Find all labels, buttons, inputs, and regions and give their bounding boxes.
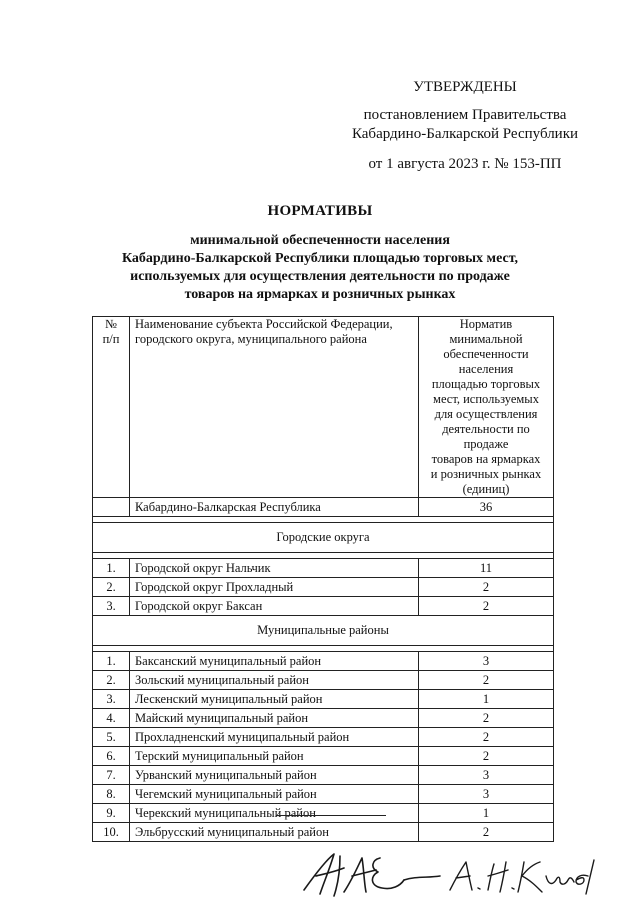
header-num-line: п/п — [102, 332, 120, 346]
row-num: 2. — [93, 578, 130, 597]
row-name: Черекский муниципальный район — [130, 804, 419, 823]
row-value: 3 — [419, 652, 554, 671]
table-row — [93, 671, 554, 690]
republic-num-cell — [93, 498, 130, 517]
row-value: 2 — [419, 671, 554, 690]
header-name-line: городского округа, муниципального района — [135, 332, 367, 346]
subtitle-line: товаров на ярмарках и розничных рынках — [184, 287, 456, 302]
row-value: 1 — [419, 804, 554, 823]
row-name: Прохладненский муниципальный район — [130, 728, 419, 747]
table-row — [93, 747, 554, 766]
header-value-line: Норматив минимальной — [449, 317, 523, 346]
republic-name: Кабардино-Балкарская Республика — [130, 498, 419, 517]
handwritten-signature — [300, 846, 600, 902]
table-row — [93, 652, 554, 671]
table-row — [93, 690, 554, 709]
header-name-line: Наименование субъекта Российской Федерации, — [135, 317, 393, 331]
table-row — [93, 709, 554, 728]
row-name: Майский муниципальный район — [130, 709, 419, 728]
republic-row — [93, 498, 554, 517]
document-title: НОРМАТИВЫ — [267, 203, 373, 219]
row-value: 2 — [419, 597, 554, 616]
row-value: 2 — [419, 709, 554, 728]
row-value: 11 — [419, 559, 554, 578]
subtitle-line: Кабардино-Балкарской Республики площадью торговых мест, — [121, 251, 519, 266]
row-num: 3. — [93, 690, 130, 709]
section-header-districts — [93, 616, 554, 646]
footer-divider — [276, 815, 386, 816]
header-value-line: товаров на ярмарках — [431, 452, 541, 466]
row-num: 6. — [93, 747, 130, 766]
row-value: 2 — [419, 578, 554, 597]
header-name — [130, 317, 419, 498]
table-row — [93, 578, 554, 597]
table-row — [93, 728, 554, 747]
approval-line-2: Кабардино-Балкарской Республики — [351, 126, 579, 142]
table-row — [93, 804, 554, 823]
norms-table — [92, 316, 554, 842]
document-subtitle — [90, 232, 550, 304]
row-name: Городской округ Нальчик — [130, 559, 419, 578]
header-value-line: мест, используемых — [433, 392, 539, 406]
row-value: 3 — [419, 785, 554, 804]
table-row — [93, 823, 554, 842]
subtitle-line: используемых для осуществления деятельности по продаже — [130, 269, 510, 284]
row-num: 2. — [93, 671, 130, 690]
approval-title: УТВЕРЖДЕНЫ — [413, 79, 517, 95]
row-name: Терский муниципальный район — [130, 747, 419, 766]
row-name: Урванский муниципальный район — [130, 766, 419, 785]
table-row — [93, 597, 554, 616]
header-num-line: № — [105, 317, 117, 331]
row-value: 2 — [419, 823, 554, 842]
approval-line-1: постановлением Правительства — [363, 107, 567, 123]
header-num — [93, 317, 130, 498]
row-num: 9. — [93, 804, 130, 823]
row-name: Зольский муниципальный район — [130, 671, 419, 690]
row-name: Эльбрусский муниципальный район — [130, 823, 419, 842]
row-value: 2 — [419, 728, 554, 747]
header-value-line: обеспеченности населения — [443, 347, 529, 376]
header-value-line: для осуществления — [434, 407, 538, 421]
row-name: Городской округ Баксан — [130, 597, 419, 616]
row-num: 3. — [93, 597, 130, 616]
section-title: Муниципальные районы — [93, 616, 554, 646]
table-row — [93, 559, 554, 578]
row-name: Чегемский муниципальный район — [130, 785, 419, 804]
row-name: Лескенский муниципальный район — [130, 690, 419, 709]
header-value-line: и розничных рынках — [430, 467, 542, 481]
row-num: 10. — [93, 823, 130, 842]
header-value-line: площадью торговых — [431, 377, 541, 391]
row-value: 1 — [419, 690, 554, 709]
section-title: Городские округа — [93, 523, 554, 553]
row-num: 7. — [93, 766, 130, 785]
header-value-line: (единиц) — [462, 482, 510, 496]
row-num: 4. — [93, 709, 130, 728]
row-value: 3 — [419, 766, 554, 785]
approval-line-3: от 1 августа 2023 г. № 153-ПП — [368, 156, 562, 172]
subtitle-line: минимальной обеспеченности населения — [190, 233, 450, 248]
table-header-row — [93, 317, 554, 498]
section-header-urban — [93, 523, 554, 553]
row-num: 5. — [93, 728, 130, 747]
header-value-line: деятельности по продаже — [442, 422, 530, 451]
row-num: 8. — [93, 785, 130, 804]
republic-value: 36 — [419, 498, 554, 517]
row-name: Баксанский муниципальный район — [130, 652, 419, 671]
row-value: 2 — [419, 747, 554, 766]
header-value — [419, 317, 554, 498]
approval-block — [330, 78, 600, 174]
row-num: 1. — [93, 652, 130, 671]
row-name: Городской округ Прохладный — [130, 578, 419, 597]
row-num: 1. — [93, 559, 130, 578]
table-row — [93, 766, 554, 785]
table-row — [93, 785, 554, 804]
